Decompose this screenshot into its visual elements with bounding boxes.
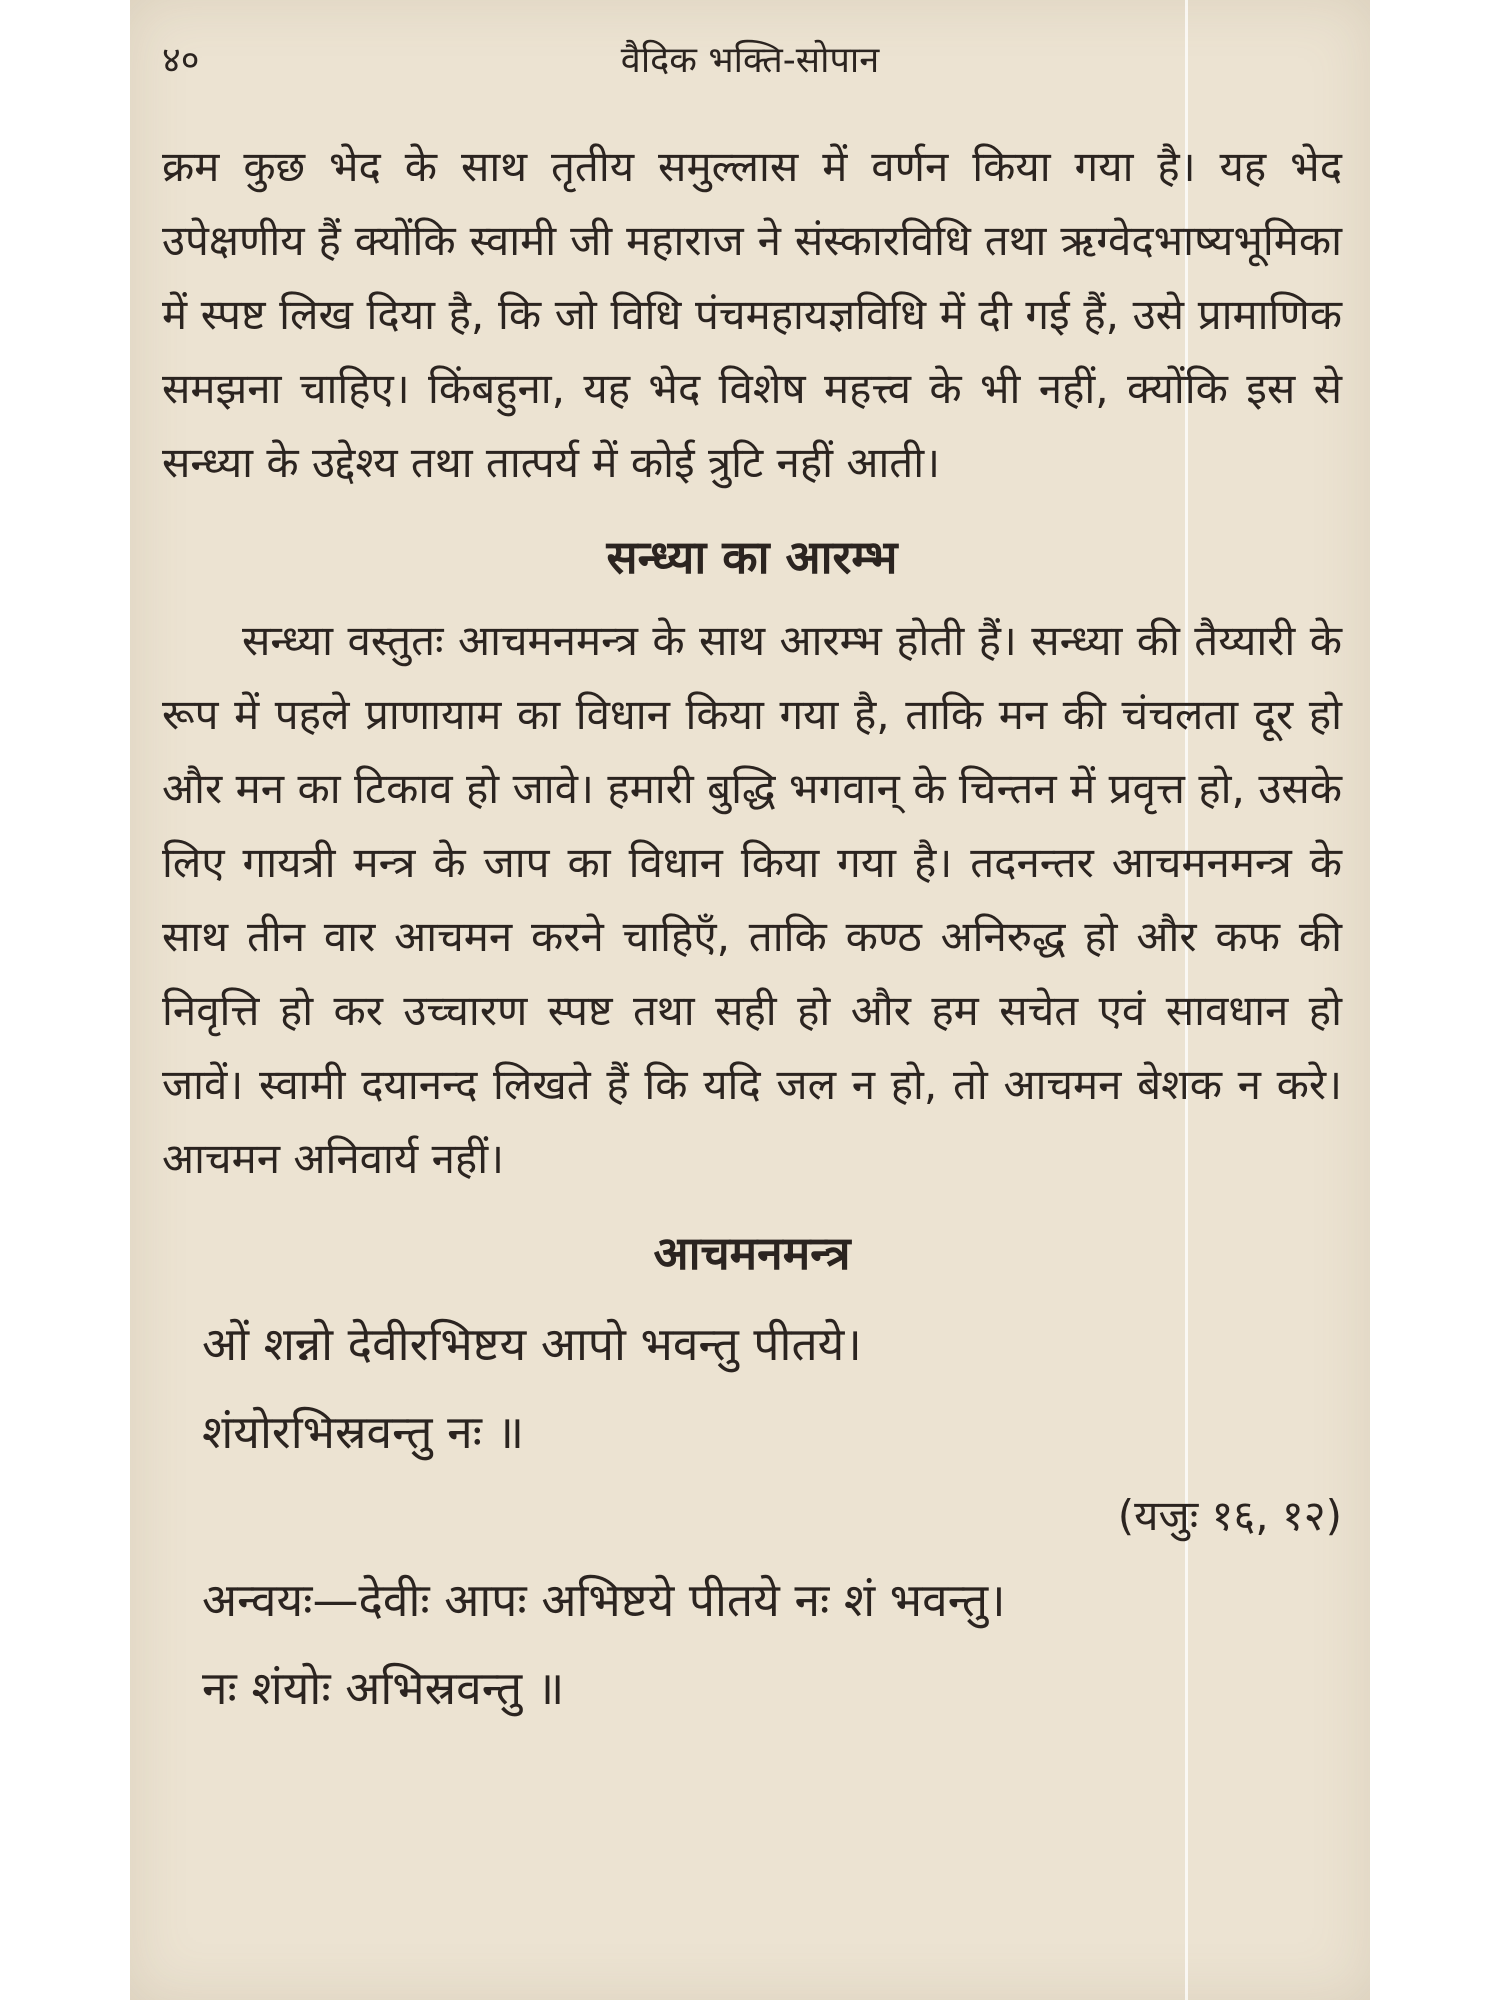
- section-heading-sandhya-arambh: सन्ध्या का आरम्भ: [606, 530, 898, 584]
- mantra-line-2: शंयोरभिस्रवन्तु नः ॥: [202, 1405, 525, 1459]
- mantra-citation: (यजुः १६, १२): [1117, 1491, 1342, 1540]
- anvaya-line-2: नः शंयोः अभिस्रवन्तु ॥: [202, 1661, 565, 1715]
- page-header: [130, 28, 1370, 88]
- mantra-line-1: ओं शन्नो देवीरभिष्टय आपो भवन्तु पीतये।: [202, 1317, 862, 1371]
- sandhya-paragraph: सन्ध्या वस्तुतः आचमनमन्त्र के साथ आरम्भ होती हैं। सन्ध्या की तैय्यारी के रूप में पहले प्राणायाम का विधान किया गया है, ताकि मन की चंचलता दूर हो और मन का टिकाव हो जावे। हमारी बुद्धि भगवान् के चिन्तन में प्रवृत्त हो, उसके लिए गायत्री मन्त्र के जाप का विधान किया गया है। तदनन्तर आचमनमन्त्र के साथ तीन वार आचमन करने चाहिएँ, ताकि कण्ठ अनिरुद्ध हो और कफ की निवृत्ति हो कर उच्चारण स्पष्ट तथा सही हो और हम सचेत एवं सावधान हो जावें। स्वामी दयानन्द लिखते हैं कि यदि जल न हो, तो आचमन बेशक न करे। आचमन अनिवार्य नहीं।: [162, 616, 1342, 1183]
- page-body: [162, 130, 1342, 1732]
- section-heading-achamanmantra: आचमनमन्त्र: [653, 1226, 851, 1280]
- intro-paragraph: क्रम कुछ भेद के साथ तृतीय समुल्लास में वर्णन किया गया है। यह भेद उपेक्षणीय हैं क्योंकि स्वामी जी महाराज ने संस्कारविधि तथा ऋग्वेदभाष्यभूमिका में स्पष्ट लिख दिया है, कि जो विधि पंचमहायज्ञविधि में दी गई हैं, उसे प्रामाणिक समझना चाहिए। किंबहुना, यह भेद विशेष महत्त्व के भी नहीं, क्योंकि इस से सन्ध्या के उद्देश्य तथा तात्पर्य में कोई त्रुटि नहीं आती।: [162, 142, 1342, 487]
- book-page: [130, 0, 1370, 2000]
- page-number: ४०: [162, 40, 200, 81]
- anvaya-line-1: अन्वयः—देवीः आपः अभिष्टये पीतये नः शं भवन्तु।: [202, 1573, 1006, 1627]
- running-title: वैदिक भक्ति-सोपान: [620, 40, 880, 81]
